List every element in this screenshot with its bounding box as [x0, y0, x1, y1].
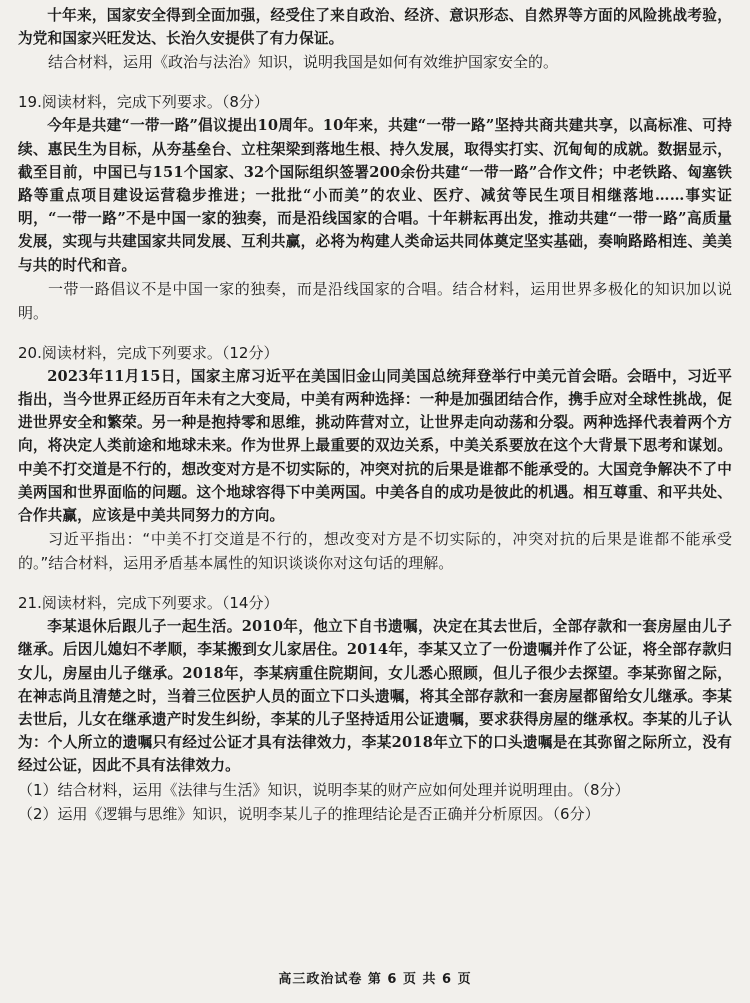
intro-section — [18, 4, 732, 74]
q19-title: 19.阅读材料，完成下列要求。（8分） — [18, 93, 269, 112]
q21-subquestion-2: （2）运用《逻辑与思维》知识，说明李某儿子的推理结论是否正确并分析原因。（6分） — [18, 804, 600, 823]
intro-task: 结合材料，运用《政治与法治》知识，说明我国是如何有效维护国家安全的。 — [48, 53, 559, 72]
q20-title: 20.阅读材料，完成下列要求。（12分） — [18, 343, 279, 362]
q19-material: 今年是共建“一带一路”倡议提出10周年。10年来，共建“一带一路”坚持共商共建共享，以高标准、可持续、惠民生为目标，从夯基垒台、立柱架梁到落地生根、持久发展，取得实打实、沉甸甸的成就。数据显示，截至目前，中国已与151个国家、32个国际组织签署200余份共建“一带一路”合作文件；中老铁路、匈塞铁路等重点项目建设运营稳步推进；一批批“小而美”的农业、医疗、减贫等民生项目相继落地……事实证明，“一带一路”不是中国一家的独奏，而是沿线国家的合唱。十年耕耘再出发，推动共建“一带一路”高质量发展，实现与共建国家共同发展、互利共赢，必将为构建人类命运共同体奠定坚实基础，奏响路路相连、美美与共的时代和音。 — [18, 117, 732, 274]
intro-material: 十年来，国家安全得到全面加强，经受住了来自政治、经济、意识形态、自然界等方面的风险挑战考验，为党和国家兴旺发达、长治久安提供了有力保证。 — [18, 7, 732, 48]
question-21 — [18, 591, 732, 825]
q21-title: 21.阅读材料，完成下列要求。（14分） — [18, 594, 279, 613]
q20-task: 习近平指出：“中美不打交道是不行的，想改变对方是不切实际的，冲突对抗的后果是谁都不能承受的。”结合材料，运用矛盾基本属性的知识谈谈你对这句话的理解。 — [18, 530, 732, 573]
q20-material: 2023年11月15日，国家主席习近平在美国旧金山同美国总统拜登举行中美元首会晤。会晤中，习近平指出，当今世界正经历百年未有之大变局，中美有两种选择：一种是加强团结合作，携手应对全球性挑战，促进世界安全和繁荣。另一种是抱持零和思维，挑动阵营对立，让世界走向动荡和分裂。两种选择代表着两个方向，将决定人类前途和地球未来。作为世界上最重要的双边关系，中美关系要放在这个大背景下思考和谋划。中美不打交道是不行的，想改变对方是不切实际的，冲突对抗的后果是谁都不能承受的。大国竞争解决不了中美两国和世界面临的问题。这个地球容得下中美两国。中美各自的成功是彼此的机遇。相互尊重、和平共处、合作共赢，应该是中美共同努力的方向。 — [18, 367, 732, 525]
question-20 — [18, 341, 732, 575]
q19-task: 一带一路倡议不是中国一家的独奏，而是沿线国家的合唱。结合材料，运用世界多极化的知识加以说明。 — [18, 279, 732, 322]
question-19 — [18, 90, 732, 324]
page-footer: 高三政治试卷 第 6 页 共 6 页 — [278, 972, 472, 987]
q21-subquestion-1: （1）结合材料，运用《法律与生活》知识，说明李某的财产应如何处理并说明理由。（8分） — [18, 780, 630, 799]
q21-material: 李某退休后跟儿子一起生活。2010年，他立下自书遗嘱，决定在其去世后，全部存款和一套房屋由儿子继承。后因儿媳妇不孝顺，李某搬到女儿家居住。2014年，李某又立了一份遗嘱并作了公证，将全部存款归女儿，房屋由儿子继承。2018年，李某病重住院期间，女儿悉心照顾，但儿子很少去探望。李某弥留之际，在神志尚且清楚之时，当着三位医护人员的面立下口头遗嘱，将其全部存款和一套房屋都留给女儿继承。李某去世后，儿女在继承遗产时发生纠纷，李某的儿子坚持适用公证遗嘱，要求获得房屋的继承权。李某的儿子认为：个人所立的遗嘱只有经过公证才具有法律效力，李某2018年立下的口头遗嘱是在其弥留之际所立，没有经过公证，因此不具有法律效力。 — [18, 618, 732, 775]
